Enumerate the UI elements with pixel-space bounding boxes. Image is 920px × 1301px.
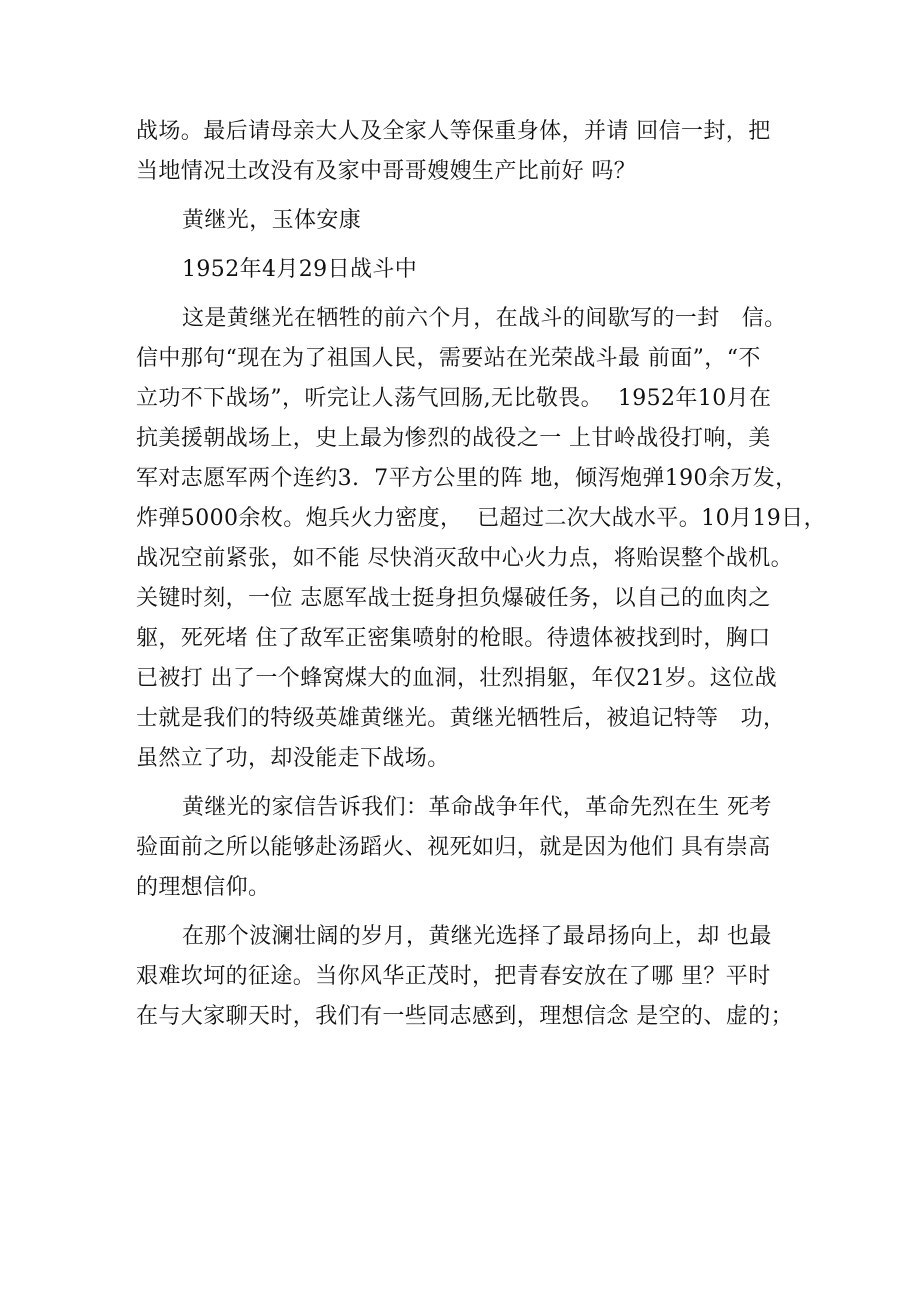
text-line: 战场。最后请母亲大人及全家人等保重身体，并请 回信一封，把 [136, 119, 771, 144]
text-line: 已被打 出了一个蜂窝煤大的血洞，壮烈捐躯，年仅21岁。这位战 [136, 666, 777, 691]
text-line: 躯，死死堵 住了敌军正密集喷射的枪眼。待遗体被找到时，胸口 [136, 626, 771, 651]
text-line: 信中那句“现在为了祖国人民，需要站在光荣战斗最 前面”，“不 [136, 346, 761, 371]
text-line: 这是黄继光在牺牲的前六个月，在战斗的间歇写的一封 信。 [182, 306, 787, 331]
text-line: 战况空前紧张，如不能 尽快消灭敌中心火力点，将贻误整个战机。 [136, 546, 793, 571]
text-line: 在与大家聊天时，我们有一些同志感到，理想信念 是空的、虚的； [136, 1004, 793, 1029]
text-line: 抗美援朝战场上，史上最为惨烈的战役之一 上甘岭战役打响，美 [136, 426, 771, 451]
text-line: 艰难坎坷的征途。当你风华正茂时，把青春安放在了哪 里？平时 [136, 964, 771, 989]
text-line: 虽然立了功，却没能走下战场。 [136, 746, 450, 771]
text-line: 军对志愿军两个连约3. 7平方公里的阵 地，倾泻炮弹190余万发， [136, 466, 798, 491]
letter-date: 1952年4月29日战斗中 [182, 257, 418, 282]
text-line: 的理想信仰。 [136, 875, 271, 900]
text-line: 黄继光的家信告诉我们：革命战争年代，革命先烈在生 死考 [182, 795, 772, 820]
text-line: 当地情况土改没有及家中哥哥嫂嫂生产比前好 吗？ [136, 159, 637, 184]
text-line: 关键时刻，一位 志愿军战士挺身担负爆破任务，以自己的血肉之 [136, 586, 771, 611]
letter-closing: 黄继光，玉体安康 [182, 208, 362, 233]
text-line: 士就是我们的特级英雄黄继光。黄继光牺牲后，被追记特等 功， [136, 706, 786, 731]
text-line: 验面前之所以能够赴汤蹈火、视死如归，就是因为他们 具有崇高 [136, 835, 771, 860]
text-line: 在那个波澜壮阔的岁月，黄继光选择了最昂扬向上，却 也最 [182, 924, 772, 949]
document-page [136, 112, 826, 1037]
text-line: 立功不下战场”，听完让人荡气回肠,无比敬畏。 1952年10月在 [136, 386, 772, 411]
text-line: 炸弹5000余枚。炮兵火力密度， 已超过二次大战水平。10月19日， [136, 506, 826, 531]
